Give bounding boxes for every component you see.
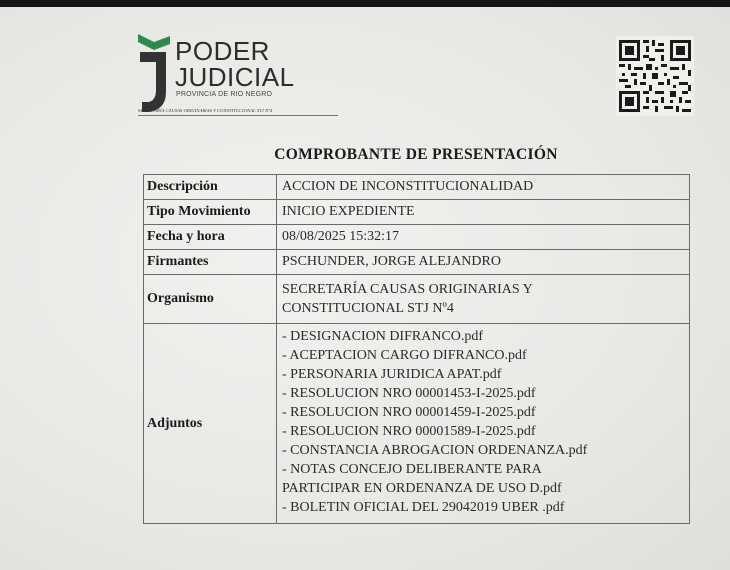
organismo-line: CONSTITUCIONAL STJ Nº4 [282, 301, 454, 316]
document-title: COMPROBANTE DE PRESENTACIÓN [274, 146, 558, 163]
presentation-table [143, 174, 690, 524]
secretaria-caption: SECRETARÍA CAUSAS ORIGINARIAS Y CONSTITUCIONAL STJ Nº4 [138, 108, 273, 113]
screen-top-edge [0, 0, 730, 7]
logo-mark-icon [136, 30, 176, 120]
value-descripcion: ACCION DE INCONSTITUCIONALIDAD [277, 175, 690, 200]
attachment-item: - RESOLUCION NRO 00001453-I-2025.pdf [282, 386, 536, 401]
attachment-item: - DESIGNACION DIFRANCO.pdf [282, 329, 484, 344]
table-row [144, 324, 690, 524]
attachment-item: PARTICIPAR EN ORDENANZA DE USO D.pdf [282, 481, 562, 496]
organismo-line: SECRETARÍA CAUSAS ORIGINARIAS Y [282, 282, 533, 297]
attachment-item: - PERSONARIA JURIDICA APAT.pdf [282, 367, 502, 382]
label-descripcion: Descripción [144, 175, 277, 200]
attachment-item: - RESOLUCION NRO 00001589-I-2025.pdf [282, 424, 536, 439]
table-row [144, 275, 690, 324]
logo-word-poder: PODER [175, 36, 270, 66]
table-row [144, 250, 690, 275]
label-firmantes: Firmantes [144, 250, 277, 275]
table-row [144, 175, 690, 200]
attachment-item: - CONSTANCIA ABROGACION ORDENANZA.pdf [282, 443, 588, 458]
label-tipo-movimiento: Tipo Movimiento [144, 200, 277, 225]
value-fecha-hora: 08/08/2025 15:32:17 [277, 225, 690, 250]
label-organismo: Organismo [144, 275, 277, 324]
label-adjuntos: Adjuntos [144, 324, 277, 524]
table-row [144, 225, 690, 250]
header-divider [138, 115, 338, 116]
table-row [144, 200, 690, 225]
attachment-item: - BOLETIN OFICIAL DEL 29042019 UBER .pdf [282, 500, 565, 515]
value-firmantes: PSCHUNDER, JORGE ALEJANDRO [277, 250, 690, 275]
value-adjuntos [277, 324, 690, 524]
attachment-item: - ACEPTACION CARGO DIFRANCO.pdf [282, 348, 527, 363]
logo-word-judicial: JUDICIAL [175, 62, 295, 92]
attachment-item: - NOTAS CONCEJO DELIBERANTE PARA [282, 462, 542, 477]
logo-subtitle: PROVINCIA DE RIO NEGRO [176, 91, 273, 98]
attachment-item: - RESOLUCION NRO 00001459-I-2025.pdf [282, 405, 536, 420]
label-fecha-hora: Fecha y hora [144, 225, 277, 250]
qr-code-icon [616, 36, 694, 116]
value-tipo-movimiento: INICIO EXPEDIENTE [277, 200, 690, 225]
poder-judicial-logo [136, 30, 346, 120]
value-organismo [277, 275, 690, 324]
